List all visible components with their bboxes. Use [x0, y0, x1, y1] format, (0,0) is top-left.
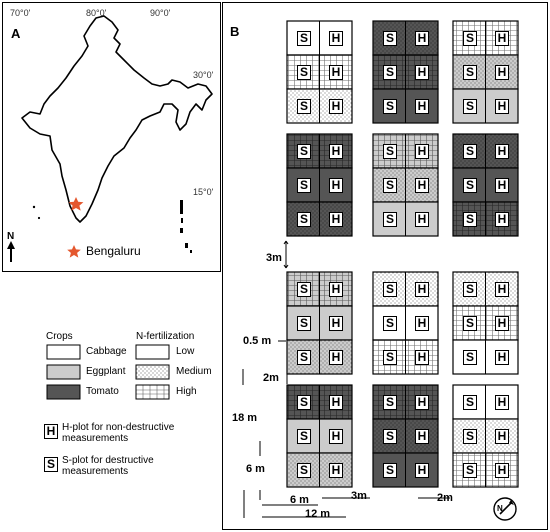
site-label: Bengaluru — [86, 244, 141, 258]
subplot-h-label: H — [329, 463, 343, 478]
dim-2m-horizontal: 2m — [437, 492, 453, 504]
legend-h-desc-1: H-plot for non-destructive — [62, 422, 175, 433]
subplot-h-label: H — [415, 212, 429, 227]
legend-n-low: Low — [176, 346, 195, 357]
subplot-h-label: H — [495, 463, 509, 478]
subplot-s-label: S — [463, 282, 477, 297]
subplot-s-label: S — [383, 282, 397, 297]
longitude-label-90: 90°0' — [150, 8, 171, 18]
india-outline — [22, 16, 212, 222]
subplot-h-label: H — [495, 144, 509, 159]
legend-crops-title: Crops — [46, 331, 73, 342]
subplot-h-label: H — [329, 350, 343, 365]
subplot-s-label: S — [383, 144, 397, 159]
subplot-s-label: S — [463, 350, 477, 365]
legend-n-high: High — [176, 386, 197, 397]
subplot-s-label: S — [463, 144, 477, 159]
subplot-h-label: H — [415, 429, 429, 444]
subplot-h-label: H — [329, 144, 343, 159]
north-label-b: N — [497, 504, 503, 513]
subplot-s-label: S — [297, 429, 311, 444]
subplot-s-label: S — [297, 99, 311, 114]
subplot-h-label: H — [495, 350, 509, 365]
subplot-h-label: H — [329, 395, 343, 410]
dim-2m-vertical: 2m — [263, 372, 279, 384]
legend-s-desc-2: measurements — [62, 466, 129, 477]
longitude-label-70: 70°0' — [10, 8, 31, 18]
subplot-s-label: S — [463, 316, 477, 331]
subplot-h-label: H — [329, 99, 343, 114]
panel-a-letter: A — [11, 26, 21, 41]
islands — [180, 200, 192, 253]
subplot-s-label: S — [297, 350, 311, 365]
subplot-h-label: H — [495, 212, 509, 227]
subplot-s-label: S — [463, 31, 477, 46]
subplot-h-label: H — [495, 316, 509, 331]
subplot-h-label: H — [495, 178, 509, 193]
subplot-s-label: S — [463, 463, 477, 478]
legend-n-title: N-fertilization — [136, 331, 195, 342]
dim-3m-vertical: 3m — [266, 252, 282, 264]
subplot-h-label: H — [415, 99, 429, 114]
dim-3m-horizontal: 3m — [351, 490, 367, 502]
legend-s-desc-1: S-plot for destructive — [62, 455, 154, 466]
subplot-s-label: S — [383, 178, 397, 193]
subplot-s-label: S — [297, 463, 311, 478]
subplot-h-label: H — [329, 31, 343, 46]
subplot-h-label: H — [415, 144, 429, 159]
subplot-s-label: S — [463, 65, 477, 80]
subplot-h-label: H — [329, 282, 343, 297]
subplot-s-label: S — [463, 429, 477, 444]
star-icon-legend — [67, 245, 81, 258]
subplot-h-label: H — [495, 282, 509, 297]
subplot-s-label: S — [463, 212, 477, 227]
subplot-s-label: S — [383, 463, 397, 478]
dim-6m-plot: 6 m — [246, 463, 265, 475]
subplot-s-label: S — [383, 65, 397, 80]
subplot-s-label: S — [297, 144, 311, 159]
legend-h-desc-2: measurements — [62, 433, 129, 444]
legend-crop-eggplant: Eggplant — [86, 366, 126, 377]
subplot-h-label: H — [329, 316, 343, 331]
subplot-h-label: H — [415, 316, 429, 331]
subplot-h-label: H — [329, 178, 343, 193]
subplot-h-label: H — [415, 463, 429, 478]
legend-crop-tomato: Tomato — [86, 386, 119, 397]
subplot-s-label: S — [383, 99, 397, 114]
subplot-s-label: S — [463, 178, 477, 193]
dim-6m-width: 6 m — [290, 494, 309, 506]
subplot-s-label: S — [463, 395, 477, 410]
subplot-h-label: H — [415, 395, 429, 410]
longitude-label-80: 80°0' — [86, 8, 107, 18]
subplot-h-label: H — [495, 395, 509, 410]
subplot-s-label: S — [383, 395, 397, 410]
subplot-h-label: H — [495, 65, 509, 80]
latitude-label-15: 15°0' — [193, 187, 214, 197]
subplot-s-label: S — [297, 395, 311, 410]
subplot-h-label: H — [495, 99, 509, 114]
north-label-a: N — [7, 231, 15, 242]
dim-05m: 0.5 m — [243, 335, 272, 347]
subplot-s-label: S — [297, 316, 311, 331]
subplot-s-label: S — [297, 282, 311, 297]
legend-s-box: S — [44, 457, 58, 472]
legend-h-box: H — [44, 424, 58, 439]
latitude-label-30: 30°0' — [193, 70, 214, 80]
subplot-h-label: H — [329, 212, 343, 227]
dim-18m: 18 m — [232, 412, 258, 424]
subplot-h-label: H — [495, 429, 509, 444]
subplot-h-label: H — [415, 65, 429, 80]
subplot-h-label: H — [415, 282, 429, 297]
subplot-s-label: S — [463, 99, 477, 114]
subplot-s-label: S — [383, 31, 397, 46]
panel-b-letter: B — [230, 24, 240, 39]
subplot-s-label: S — [297, 31, 311, 46]
legend-crop-cabbage: Cabbage — [86, 346, 127, 357]
legend-n-medium: Medium — [176, 366, 212, 377]
subplot-h-label: H — [415, 178, 429, 193]
dim-12m-width: 12 m — [305, 508, 331, 520]
subplot-s-label: S — [383, 212, 397, 227]
subplot-s-label: S — [383, 429, 397, 444]
subplot-s-label: S — [383, 316, 397, 331]
subplot-h-label: H — [329, 429, 343, 444]
subplot-h-label: H — [415, 350, 429, 365]
subplot-h-label: H — [329, 65, 343, 80]
subplot-h-label: H — [495, 31, 509, 46]
subplot-s-label: S — [383, 350, 397, 365]
subplot-h-label: H — [415, 31, 429, 46]
lakshadweep-dot — [33, 206, 35, 208]
subplot-s-label: S — [297, 65, 311, 80]
subplot-s-label: S — [297, 212, 311, 227]
subplot-s-label: S — [297, 178, 311, 193]
